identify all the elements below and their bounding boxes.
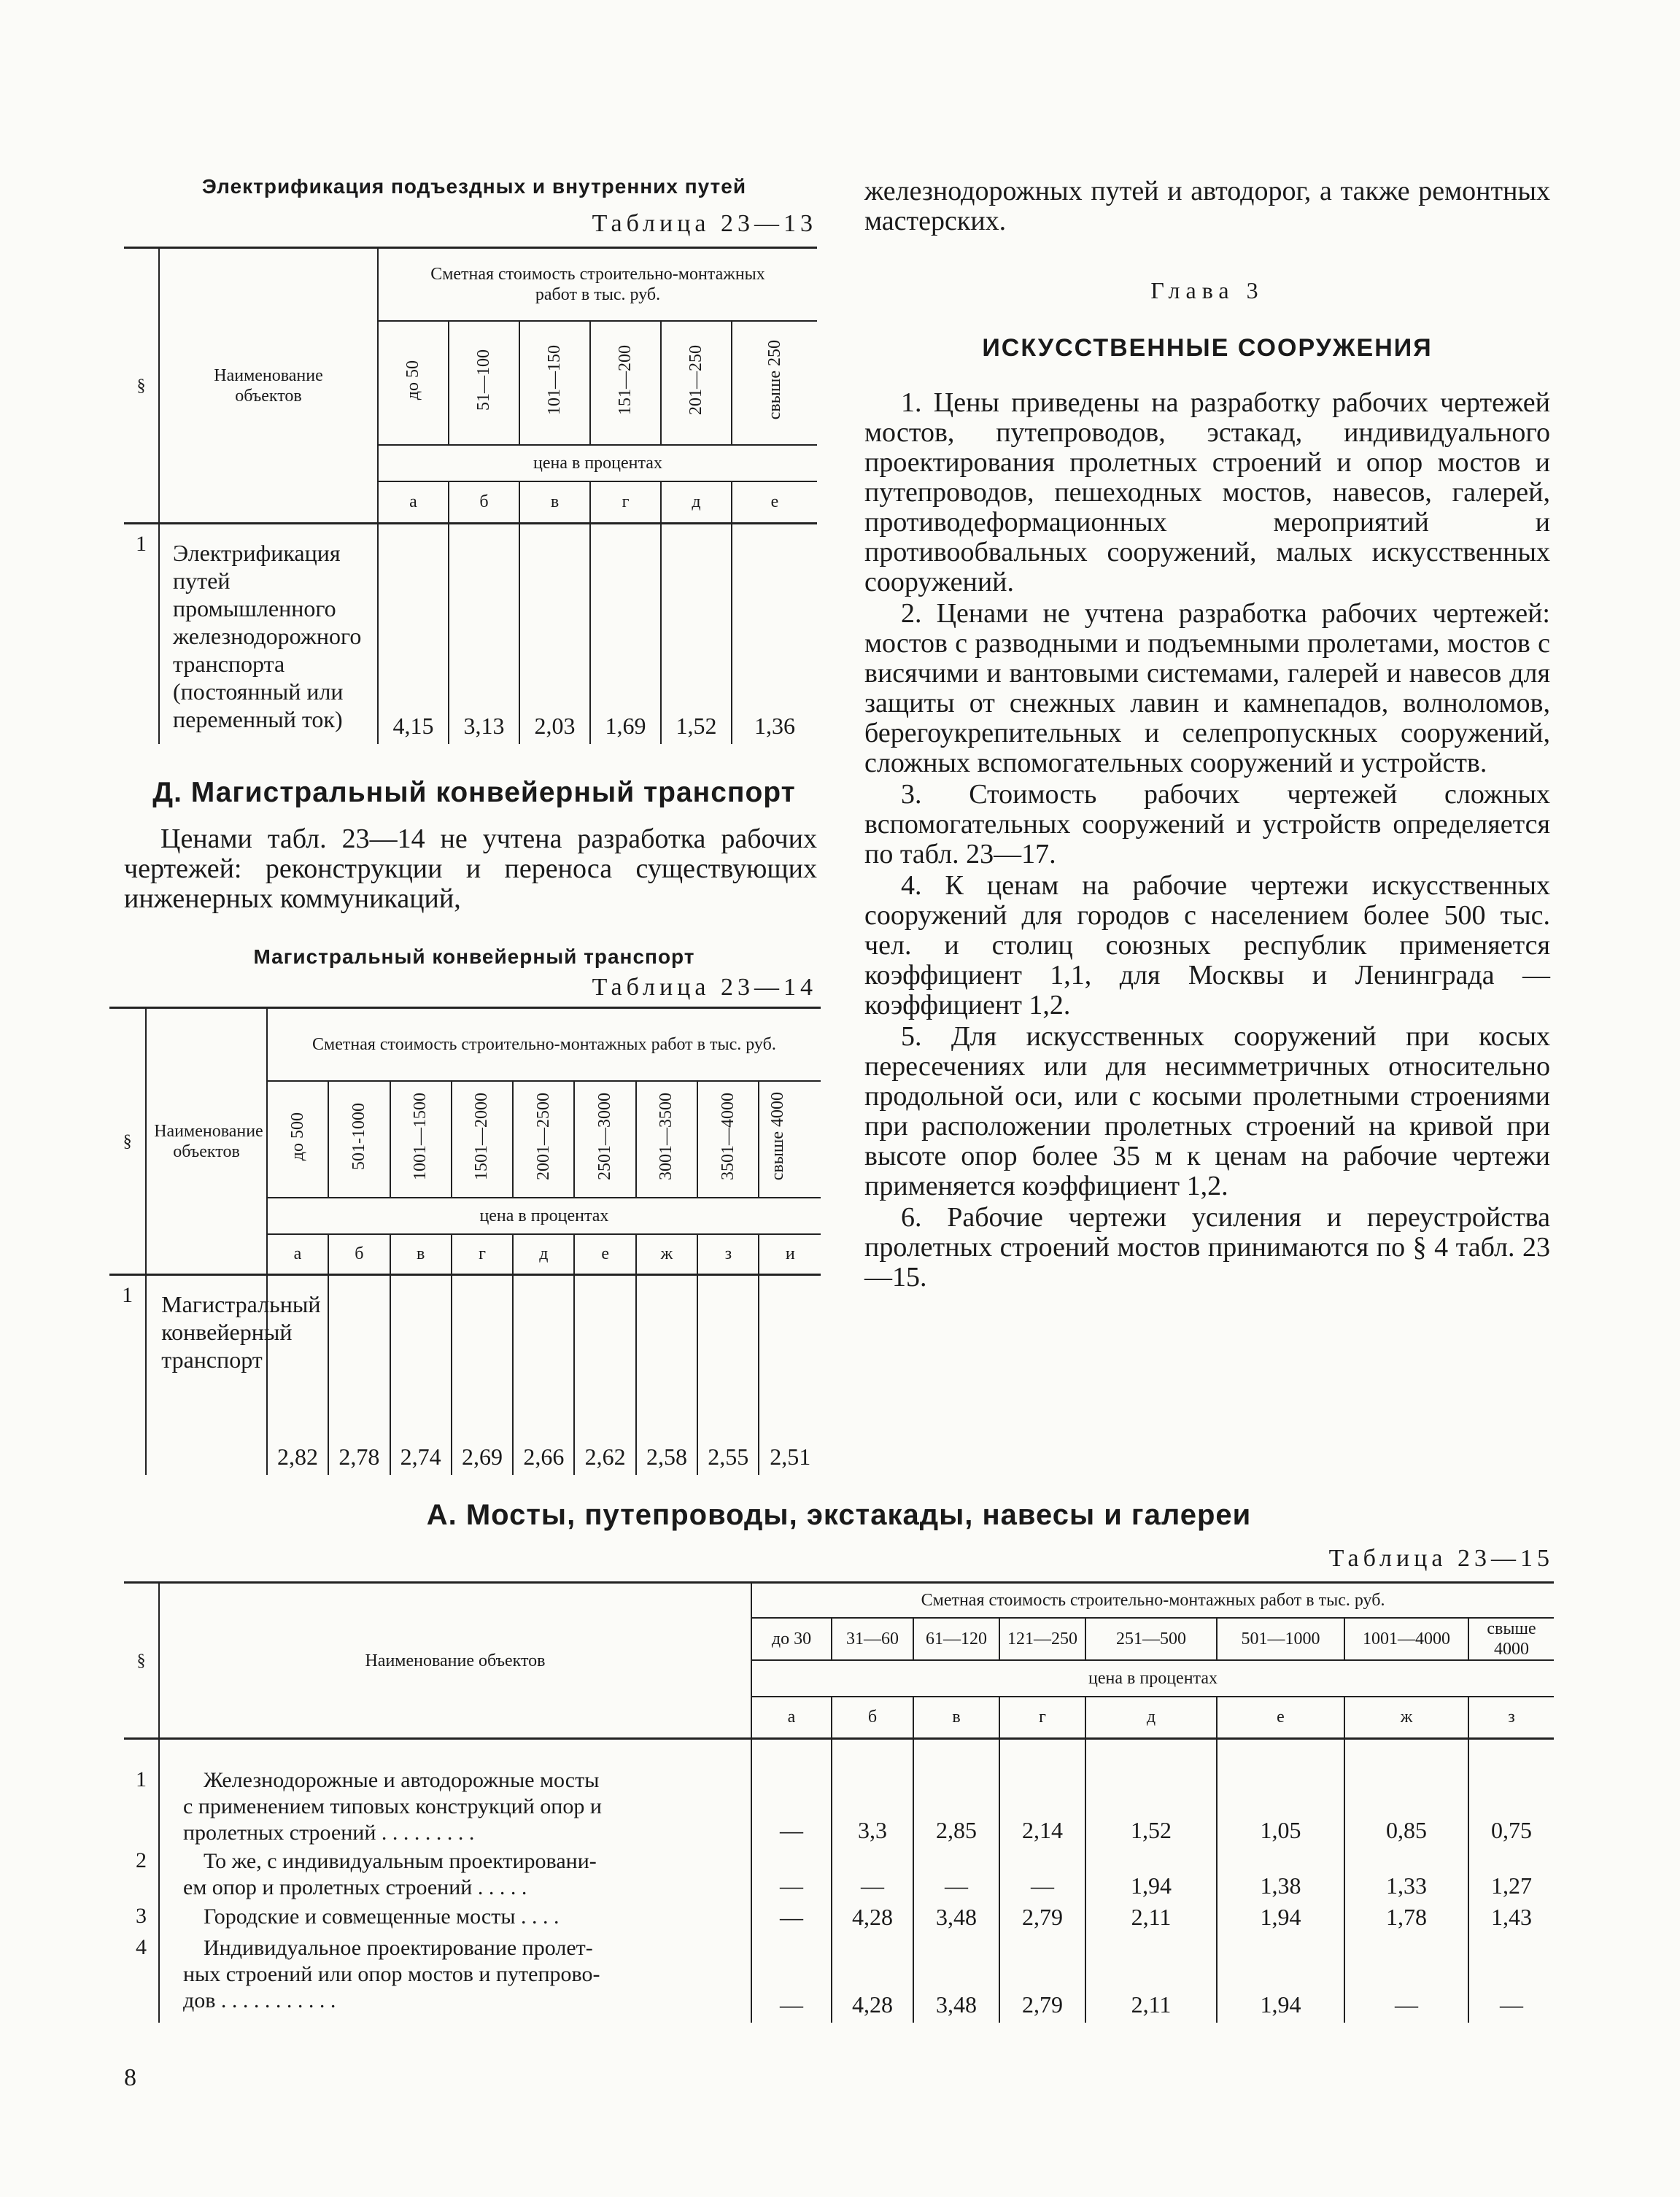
t15-letter: ж [1344,1697,1468,1739]
t15-value: 1,94 [1085,1848,1217,1904]
t14-letter: г [452,1234,513,1275]
t15-value: — [751,1935,832,2023]
t13-letter: д [661,481,732,524]
row-name-line: пролетных строений . . . . . . . . . [183,1821,475,1845]
t13-range: 151—200 [616,345,635,415]
t15-value: — [751,1739,832,1848]
t14-letter: в [390,1234,452,1275]
t14-name-header: Наименование объектов [146,1008,267,1275]
t15-price-header: цена в процентах [751,1660,1554,1697]
paragraph: 4. К ценам на рабочие чертежи искусственных сооружений для городов с населением более 500 тыс. чел. и столиц союзных республик применяется коэффициент 1,1, для Москвы и Ленинграда — коэффициент 1,2. [864,870,1550,1020]
t15-value: 2,79 [999,1935,1085,2023]
t13-range: до 50 [403,360,422,400]
t15-letter: д [1085,1697,1217,1739]
t14-range: 501-1000 [349,1103,368,1170]
t15-range: до 30 [751,1618,832,1660]
t15-value: 1,05 [1217,1739,1344,1848]
t13-letter: е [732,481,817,524]
t15-range: 121—250 [999,1618,1085,1660]
t15-value: 4,28 [832,1904,913,1935]
t13-range: свыше 250 [764,340,784,420]
table-row [124,1848,1554,1904]
t14-letter: и [759,1234,821,1275]
t15-value: 0,75 [1468,1739,1554,1848]
t15-number: Таблица 23—15 [1328,1545,1554,1572]
t15-value: 2,11 [1085,1935,1217,2023]
t15-row-name [159,1904,751,1935]
t15-range: 501—1000 [1217,1618,1344,1660]
t13-sect-header: § [124,248,159,524]
t15-value: 3,3 [832,1739,913,1848]
t15-value: 0,85 [1344,1739,1468,1848]
t15-row-num: 1 [124,1739,159,1848]
t14-value: 2,74 [390,1275,452,1475]
t15-name-header: Наименование объектов [159,1583,751,1739]
table-row [109,1275,821,1475]
t15-row-num: 4 [124,1935,159,2023]
t14-range: 2001—2500 [533,1093,553,1180]
t15-row-name [159,1935,751,2023]
t15-value: 4,28 [832,1935,913,2023]
t15-row-name [159,1848,751,1904]
t13-value: 1,52 [661,524,732,744]
paragraph: 2. Ценами не учтена разработка рабочих чертежей: мостов с разводными и подъемными пролетами, мостов с висячими и вантовыми системами, галерей и навесов для защиты от снежных лавин и камнепадов, волноломов, берегоукрепительных и селепропускных сооружений, сложных вспомогательных сооружений и устройств. [864,598,1550,778]
t14-value: 2,55 [697,1275,759,1475]
t15-letter: в [913,1697,999,1739]
t14-row-num: 1 [109,1275,146,1475]
row-name-line: Индивидуальное проектирование пролет- [204,1935,593,1960]
t15-value: 3,48 [913,1935,999,2023]
t13-range: 201—250 [686,345,705,415]
t15-value: — [751,1848,832,1904]
t14-range: 2501—3000 [595,1093,615,1180]
row-name-line: ных строений или опор мостов и путепрово- [183,1961,600,1986]
t13-letter: в [519,481,590,524]
t14-cost-header: Сметная стоимость строительно-монтажных работ в тыс. руб. [267,1008,821,1081]
t15-range: 61—120 [913,1618,999,1660]
t15-value: 1,38 [1217,1848,1344,1904]
t13-row-num: 1 [124,524,159,744]
t15-value: 1,78 [1344,1904,1468,1935]
t14-price-header: цена в процентах [267,1198,821,1234]
row-name-line: дов . . . . . . . . . . . [183,1988,336,2012]
t14-range: 1001—1500 [411,1093,430,1180]
paragraph: 3. Стоимость рабочих чертежей сложных вспомогательных сооружений и устройств определяется по табл. 23—17. [864,779,1550,869]
t15-value: 1,33 [1344,1848,1468,1904]
t14-letter: а [267,1234,328,1275]
table-row [124,1739,1554,1848]
row-name-line: То же, с индивидуальным проектировани- [204,1848,597,1873]
t13-letter: а [378,481,449,524]
t14-row-name: Магистральный конвейерный транспорт [146,1275,267,1475]
table-23-14 [109,1007,821,1475]
right-paragraphs [864,388,1550,1293]
t15-letter: е [1217,1697,1344,1739]
t15-value: — [913,1848,999,1904]
t14-value: 2,66 [513,1275,574,1475]
t15-range: 31—60 [832,1618,913,1660]
t15-value: 1,52 [1085,1739,1217,1848]
t15-value: — [751,1904,832,1935]
t13-value: 1,69 [590,524,661,744]
t14-letter: ж [636,1234,697,1275]
t15-value: — [832,1848,913,1904]
row-name-line: Железнодорожные и автодорожные мосты [204,1768,600,1792]
t14-value: 2,69 [452,1275,513,1475]
t14-range: 1501—2000 [472,1093,492,1180]
t13-value: 2,03 [519,524,590,744]
t14-letter: з [697,1234,759,1275]
t15-value: 3,48 [913,1904,999,1935]
paragraph: 5. Для искусственных сооружений при косых пересечениях или для несимметричных относительно продольной оси, или с косыми пролетными строениями при расположении пролетных строений на кривой при высоте опор более 35 м к ценам на рабочие чертежи применяется коэффициент 1,2. [864,1021,1550,1201]
t14-range: до 500 [287,1112,307,1161]
table-23-13 [124,247,817,744]
t14-letter: д [513,1234,574,1275]
table-row [124,1935,1554,2023]
t15-range: свыше 4000 [1468,1618,1554,1660]
t13-number: Таблица 23—13 [592,210,817,237]
t14-heading: Магистральный конвейерный транспорт [253,945,695,968]
t15-value: 2,11 [1085,1904,1217,1935]
t14-value: 2,78 [328,1275,390,1475]
t15-letter: б [832,1697,913,1739]
t15-row-num: 3 [124,1904,159,1935]
row-name-line: Городские и совмещенные мосты . . . . [204,1904,560,1929]
t13-price-header: цена в процентах [378,445,817,481]
t14-number: Таблица 23—14 [592,974,817,1001]
t13-row-name: Электрификация путей промышленного железнодорожного транспорта (постоянный или переменный ток) [159,524,378,744]
t15-letter: г [999,1697,1085,1739]
table-23-15 [124,1581,1554,2023]
table-row [124,1904,1554,1935]
right-continuation [864,177,1550,236]
t15-letter: а [751,1697,832,1739]
t15-row-name [159,1739,751,1848]
t14-letter: б [328,1234,390,1275]
t14-range: свыше 4000 [768,1092,788,1181]
t15-value: 1,27 [1468,1848,1554,1904]
t15-value: 1,94 [1217,1904,1344,1935]
t13-value: 3,13 [449,524,519,744]
t13-range: 101—150 [545,345,564,415]
t15-letter: з [1468,1697,1554,1739]
t13-letter: б [449,481,519,524]
t14-value: 2,82 [267,1275,328,1475]
t15-value: — [1468,1935,1554,2023]
continuation-paragraph: железнодорожных путей и автодорог, а также ремонтных мастерских. [864,176,1550,236]
t14-value: 2,58 [636,1275,697,1475]
section-a-title: А. Мосты, путепроводы, экстакады, навесы и галереи [426,1499,1252,1531]
t14-value: 2,62 [574,1275,635,1475]
t15-row-num: 2 [124,1848,159,1904]
t15-value: 2,79 [999,1904,1085,1935]
t15-value: 2,14 [999,1739,1085,1848]
t14-letter: е [574,1234,635,1275]
paragraph: 6. Рабочие чертежи усиления и переустройства пролетных строений мостов принимаются по § 4 табл. 23—15. [864,1202,1550,1293]
t13-value: 4,15 [378,524,449,744]
section-d-paragraph: Ценами табл. 23—14 не учтена разработка рабочих чертежей: реконструкции и переноса существующих инженерных коммуникаций, [124,824,817,914]
t15-range: 251—500 [1085,1618,1217,1660]
t13-name-header: Наименование объектов [159,248,378,524]
chapter-title: ИСКУССТВЕННЫЕ СООРУЖЕНИЯ [982,334,1433,362]
t15-value: 1,43 [1468,1904,1554,1935]
chapter-label: Глава 3 [1150,277,1264,303]
row-name-line: с применением типовых конструкций опор и [183,1794,602,1818]
t13-range: 51—100 [474,349,493,411]
t15-sect-header: § [124,1583,159,1739]
t15-value: 2,85 [913,1739,999,1848]
t14-range: 3501—4000 [718,1093,738,1180]
table-row [124,524,817,744]
section-d-text [124,824,817,914]
t15-value: — [999,1848,1085,1904]
t13-value: 1,36 [732,524,817,744]
t13-letter: г [590,481,661,524]
t15-range: 1001—4000 [1344,1618,1468,1660]
t13-heading: Электрификация подъездных и внутренних путей [201,175,747,198]
t14-value: 2,51 [759,1275,821,1475]
paragraph: 1. Цены приведены на разработку рабочих чертежей мостов, путепроводов, эстакад, индивидуального проектирования пролетных строений и опор мостов и путепроводов, пешеходных мостов, навесов, галерей, противодеформационных мероприятий и противообвальных сооружений, малых искусственных сооружений. [864,387,1550,597]
t15-value: — [1344,1935,1468,2023]
t13-cost-header: Сметная стоимость строительно-монтажных работ в тыс. руб. [378,248,817,321]
section-d-title: Д. Магистральный конвейерный транспорт [152,777,796,808]
t15-cost-header: Сметная стоимость строительно-монтажных работ в тыс. руб. [751,1583,1554,1618]
t14-sect-header: § [109,1008,146,1275]
t15-value: 1,94 [1217,1935,1344,2023]
t14-range: 3001—3500 [657,1093,676,1180]
row-name-line: ем опор и пролетных строений . . . . . [183,1875,527,1899]
page-number: 8 [124,2064,136,2091]
